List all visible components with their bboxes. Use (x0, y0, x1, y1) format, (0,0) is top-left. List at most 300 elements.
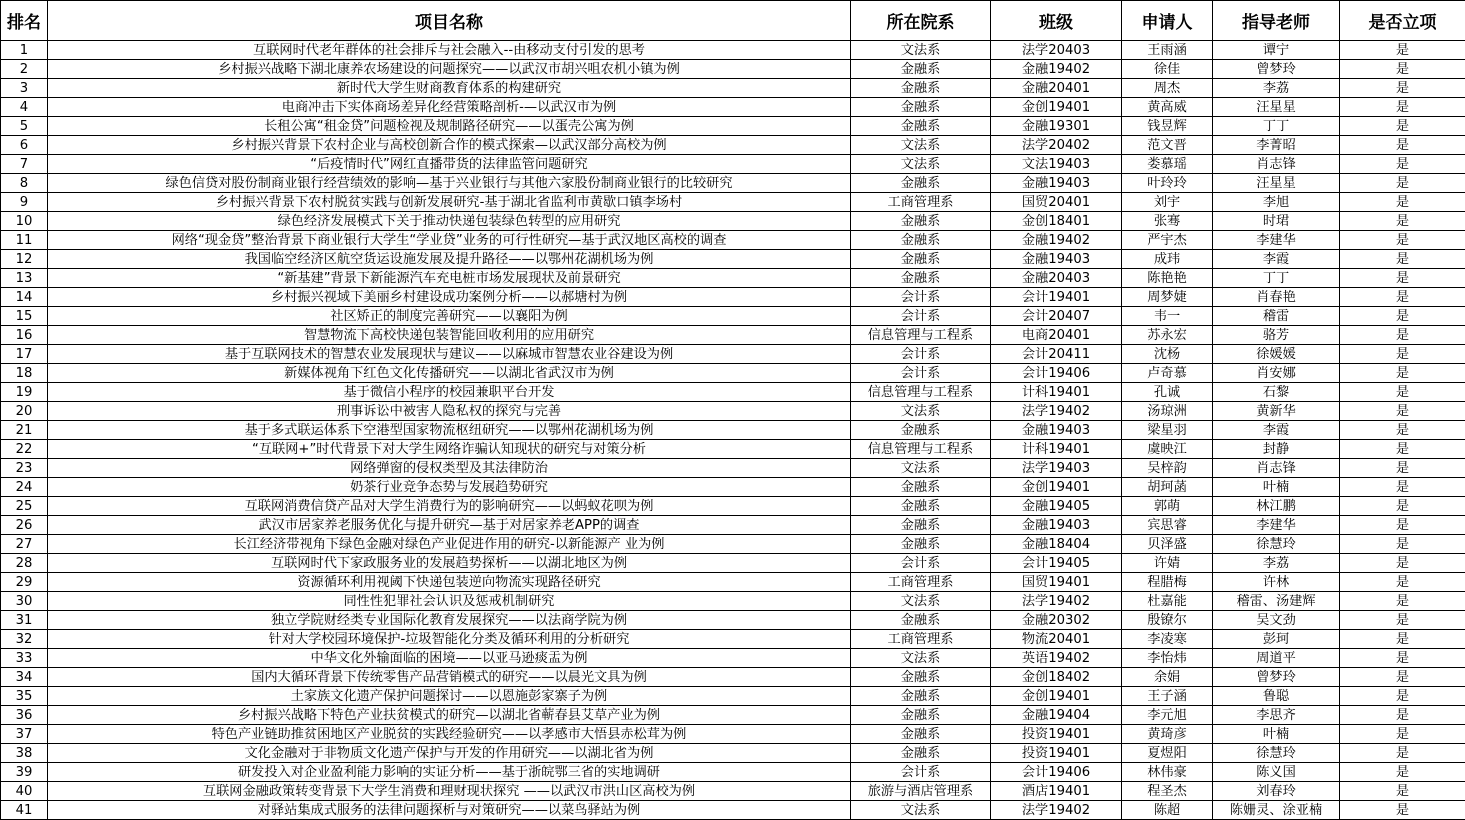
advisor-cell: 林江鹏 (1213, 497, 1340, 516)
table-row (1, 288, 1465, 307)
advisor-cell: 肖志锋 (1213, 459, 1340, 478)
department-cell: 文法系 (851, 402, 991, 421)
approved-cell: 是 (1340, 231, 1465, 250)
rank-cell: 28 (1, 554, 48, 573)
advisor-cell: 李思齐 (1213, 706, 1340, 725)
rank-cell: 8 (1, 174, 48, 193)
approved-cell: 是 (1340, 174, 1465, 193)
applicant-cell: 郭萌 (1122, 497, 1213, 516)
department-cell: 信息管理与工程系 (851, 383, 991, 402)
advisor-cell: 石黎 (1213, 383, 1340, 402)
applicant-cell: 张骞 (1122, 212, 1213, 231)
project-name-cell: 乡村振兴战略下特色产业扶贫模式的研究—以湖北省蕲春县艾草产业为例 (48, 706, 851, 725)
project-name-cell: 新时代大学生财商教育体系的构建研究 (48, 79, 851, 98)
applicant-cell: 王雨涵 (1122, 41, 1213, 60)
table-row (1, 611, 1465, 630)
department-cell: 金融系 (851, 421, 991, 440)
class-cell: 法学20403 (991, 41, 1122, 60)
rank-cell: 10 (1, 212, 48, 231)
project-name-cell: 绿色信贷对股份制商业银行经营绩效的影响—基于兴业银行与其他六家股份制商业银行的比较研究 (48, 174, 851, 193)
class-cell: 金创18402 (991, 668, 1122, 687)
applicant-cell: 李怡炜 (1122, 649, 1213, 668)
approved-cell: 是 (1340, 554, 1465, 573)
advisor-cell: 稽雷、汤建辉 (1213, 592, 1340, 611)
applicant-cell: 陈艳艳 (1122, 269, 1213, 288)
advisor-cell: 稽雷 (1213, 307, 1340, 326)
advisor-cell: 陈姗灵、涂亚楠 (1213, 801, 1340, 820)
advisor-cell: 汪星星 (1213, 98, 1340, 117)
advisor-cell: 陈义国 (1213, 763, 1340, 782)
department-cell: 文法系 (851, 41, 991, 60)
header-advisor: 指导老师 (1213, 1, 1340, 41)
project-name-cell: 互联网时代下家政服务业的发展趋势探析——以湖北地区为例 (48, 554, 851, 573)
department-cell: 金融系 (851, 668, 991, 687)
class-cell: 电商20401 (991, 326, 1122, 345)
class-cell: 金融19403 (991, 421, 1122, 440)
project-name-cell: 特色产业链助推贫困地区产业脱贫的实践经验研究——以孝感市大悟县赤松茸为例 (48, 725, 851, 744)
approved-cell: 是 (1340, 706, 1465, 725)
rank-cell: 11 (1, 231, 48, 250)
department-cell: 文法系 (851, 649, 991, 668)
project-name-cell: 我国临空经济区航空货运设施发展及提升路径——以鄂州花湖机场为例 (48, 250, 851, 269)
approved-cell: 是 (1340, 440, 1465, 459)
applicant-cell: 贝泽盛 (1122, 535, 1213, 554)
approved-cell: 是 (1340, 763, 1465, 782)
table-row (1, 193, 1465, 212)
approved-cell: 是 (1340, 478, 1465, 497)
rank-cell: 29 (1, 573, 48, 592)
department-cell: 文法系 (851, 801, 991, 820)
approved-cell: 是 (1340, 41, 1465, 60)
approved-cell: 是 (1340, 98, 1465, 117)
applicant-cell: 成玮 (1122, 250, 1213, 269)
department-cell: 旅游与酒店管理系 (851, 782, 991, 801)
project-name-cell: 奶茶行业竞争态势与发展趋势研究 (48, 478, 851, 497)
advisor-cell: 李荔 (1213, 554, 1340, 573)
approved-cell: 是 (1340, 668, 1465, 687)
department-cell: 会计系 (851, 345, 991, 364)
advisor-cell: 徐慧玲 (1213, 535, 1340, 554)
department-cell: 工商管理系 (851, 573, 991, 592)
class-cell: 法学19402 (991, 402, 1122, 421)
table-row (1, 421, 1465, 440)
rank-cell: 36 (1, 706, 48, 725)
rank-cell: 14 (1, 288, 48, 307)
approved-cell: 是 (1340, 60, 1465, 79)
applicant-cell: 余娟 (1122, 668, 1213, 687)
rank-cell: 2 (1, 60, 48, 79)
advisor-cell: 李建华 (1213, 516, 1340, 535)
advisor-cell: 曾梦玲 (1213, 60, 1340, 79)
class-cell: 英语19402 (991, 649, 1122, 668)
approved-cell: 是 (1340, 250, 1465, 269)
advisor-cell: 鲁聪 (1213, 687, 1340, 706)
table-row (1, 155, 1465, 174)
advisor-cell: 李霞 (1213, 250, 1340, 269)
applicant-cell: 周梦婕 (1122, 288, 1213, 307)
advisor-cell: 李建华 (1213, 231, 1340, 250)
applicant-cell: 许婧 (1122, 554, 1213, 573)
table-row (1, 573, 1465, 592)
class-cell: 计科19401 (991, 383, 1122, 402)
advisor-cell: 黄新华 (1213, 402, 1340, 421)
class-cell: 物流20401 (991, 630, 1122, 649)
approved-cell: 是 (1340, 307, 1465, 326)
rank-cell: 39 (1, 763, 48, 782)
class-cell: 金融19403 (991, 516, 1122, 535)
approved-cell: 是 (1340, 725, 1465, 744)
department-cell: 会计系 (851, 364, 991, 383)
department-cell: 会计系 (851, 307, 991, 326)
advisor-cell: 李霞 (1213, 421, 1340, 440)
table-row (1, 60, 1465, 79)
project-name-cell: 乡村振兴视域下美丽乡村建设成功案例分析——以郝塘村为例 (48, 288, 851, 307)
table-row (1, 725, 1465, 744)
approved-cell: 是 (1340, 212, 1465, 231)
department-cell: 金融系 (851, 212, 991, 231)
rank-cell: 9 (1, 193, 48, 212)
applicant-cell: 宾思睿 (1122, 516, 1213, 535)
table-row (1, 630, 1465, 649)
approved-cell: 是 (1340, 611, 1465, 630)
rank-cell: 30 (1, 592, 48, 611)
department-cell: 会计系 (851, 554, 991, 573)
approved-cell: 是 (1340, 136, 1465, 155)
table-row (1, 478, 1465, 497)
project-name-cell: 新媒体视角下红色文化传播研究——以湖北省武汉市为例 (48, 364, 851, 383)
approved-cell: 是 (1340, 744, 1465, 763)
table-row (1, 231, 1465, 250)
department-cell: 会计系 (851, 288, 991, 307)
rank-cell: 17 (1, 345, 48, 364)
class-cell: 金创19401 (991, 687, 1122, 706)
approved-cell: 是 (1340, 326, 1465, 345)
approved-cell: 是 (1340, 592, 1465, 611)
header-project-name: 项目名称 (48, 1, 851, 41)
approved-cell: 是 (1340, 573, 1465, 592)
department-cell: 会计系 (851, 763, 991, 782)
project-name-cell: 互联网消费信贷产品对大学生消费行为的影响研究——以蚂蚁花呗为例 (48, 497, 851, 516)
approved-cell: 是 (1340, 79, 1465, 98)
class-cell: 计科19401 (991, 440, 1122, 459)
rank-cell: 4 (1, 98, 48, 117)
department-cell: 金融系 (851, 744, 991, 763)
advisor-cell: 叶楠 (1213, 725, 1340, 744)
header-row (1, 1, 1465, 41)
applicant-cell: 李元旭 (1122, 706, 1213, 725)
rank-cell: 19 (1, 383, 48, 402)
rank-cell: 21 (1, 421, 48, 440)
class-cell: 金融19403 (991, 174, 1122, 193)
department-cell: 金融系 (851, 706, 991, 725)
rank-cell: 15 (1, 307, 48, 326)
applicant-cell: 吴梓韵 (1122, 459, 1213, 478)
department-cell: 文法系 (851, 459, 991, 478)
advisor-cell: 肖安娜 (1213, 364, 1340, 383)
project-name-cell: 基于微信小程序的校园兼职平台开发 (48, 383, 851, 402)
approved-cell: 是 (1340, 288, 1465, 307)
department-cell: 金融系 (851, 497, 991, 516)
project-name-cell: “后疫情时代”网红直播带货的法律监管问题研究 (48, 155, 851, 174)
advisor-cell: 汪星星 (1213, 174, 1340, 193)
project-name-cell: 网络弹窗的侵权类型及其法律防治 (48, 459, 851, 478)
table-row (1, 440, 1465, 459)
applicant-cell: 黄高威 (1122, 98, 1213, 117)
project-name-cell: 社区矫正的制度完善研究——以襄阳为例 (48, 307, 851, 326)
applicant-cell: 韦一 (1122, 307, 1213, 326)
advisor-cell: 丁丁 (1213, 117, 1340, 136)
class-cell: 金融19402 (991, 231, 1122, 250)
advisor-cell: 周道平 (1213, 649, 1340, 668)
table-row (1, 649, 1465, 668)
approved-cell: 是 (1340, 649, 1465, 668)
table-row (1, 782, 1465, 801)
approved-cell: 是 (1340, 516, 1465, 535)
table-row (1, 592, 1465, 611)
advisor-cell: 徐媛媛 (1213, 345, 1340, 364)
rank-cell: 6 (1, 136, 48, 155)
department-cell: 工商管理系 (851, 193, 991, 212)
rank-cell: 40 (1, 782, 48, 801)
header-class: 班级 (991, 1, 1122, 41)
project-name-cell: 研发投入对企业盈利能力影响的实证分析——基于浙皖鄂三省的实地调研 (48, 763, 851, 782)
table-row (1, 345, 1465, 364)
table-row (1, 744, 1465, 763)
project-name-cell: “互联网+”时代背景下对大学生网络诈骗认知现状的研究与对策分析 (48, 440, 851, 459)
applicant-cell: 黄琦彦 (1122, 725, 1213, 744)
class-cell: 投资19401 (991, 744, 1122, 763)
applicant-cell: 程圣杰 (1122, 782, 1213, 801)
class-cell: 法学19403 (991, 459, 1122, 478)
project-name-cell: 电商冲击下实体商场差异化经营策略剖析-—以武汉市为例 (48, 98, 851, 117)
advisor-cell: 李荔 (1213, 79, 1340, 98)
class-cell: 国贸19401 (991, 573, 1122, 592)
header-applicant: 申请人 (1122, 1, 1213, 41)
approved-cell: 是 (1340, 155, 1465, 174)
department-cell: 金融系 (851, 231, 991, 250)
table-row (1, 459, 1465, 478)
project-name-cell: 文化金融对于非物质文化遗产保护与开发的作用研究——以湖北省为例 (48, 744, 851, 763)
department-cell: 金融系 (851, 269, 991, 288)
class-cell: 金融19404 (991, 706, 1122, 725)
applicant-cell: 苏永宏 (1122, 326, 1213, 345)
applicant-cell: 杜嘉能 (1122, 592, 1213, 611)
advisor-cell: 时珺 (1213, 212, 1340, 231)
rank-cell: 7 (1, 155, 48, 174)
class-cell: 会计19406 (991, 364, 1122, 383)
project-name-cell: 基于互联网技术的智慧农业发展现状与建议——以麻城市智慧农业谷建设为例 (48, 345, 851, 364)
table-row (1, 801, 1465, 820)
table-row (1, 497, 1465, 516)
approved-cell: 是 (1340, 782, 1465, 801)
applicant-cell: 王子涵 (1122, 687, 1213, 706)
approved-cell: 是 (1340, 535, 1465, 554)
rank-cell: 20 (1, 402, 48, 421)
department-cell: 金融系 (851, 725, 991, 744)
project-name-cell: 互联网金融政策转变背景下大学生消费和理财现状探究 ——以武汉市洪山区高校为例 (48, 782, 851, 801)
class-cell: 金创19401 (991, 98, 1122, 117)
approved-cell: 是 (1340, 193, 1465, 212)
approved-cell: 是 (1340, 269, 1465, 288)
table-row (1, 763, 1465, 782)
table-row (1, 212, 1465, 231)
project-name-cell: 乡村振兴背景下农村企业与高校创新合作的模式探索—以武汉部分高校为例 (48, 136, 851, 155)
department-cell: 金融系 (851, 611, 991, 630)
rank-cell: 33 (1, 649, 48, 668)
department-cell: 文法系 (851, 592, 991, 611)
rank-cell: 5 (1, 117, 48, 136)
advisor-cell: 许林 (1213, 573, 1340, 592)
class-cell: 投资19401 (991, 725, 1122, 744)
header-approved: 是否立项 (1340, 1, 1465, 41)
class-cell: 金融19301 (991, 117, 1122, 136)
approved-cell: 是 (1340, 383, 1465, 402)
project-name-cell: 土家族文化遗产保护问题探讨——以恩施彭家寨子为例 (48, 687, 851, 706)
table-row (1, 364, 1465, 383)
class-cell: 金融20401 (991, 79, 1122, 98)
advisor-cell: 封静 (1213, 440, 1340, 459)
table-row (1, 687, 1465, 706)
applicant-cell: 夏煜阳 (1122, 744, 1213, 763)
class-cell: 金融19405 (991, 497, 1122, 516)
applicant-cell: 林伟豪 (1122, 763, 1213, 782)
department-cell: 信息管理与工程系 (851, 326, 991, 345)
department-cell: 金融系 (851, 117, 991, 136)
approved-cell: 是 (1340, 459, 1465, 478)
applicant-cell: 沈杨 (1122, 345, 1213, 364)
project-name-cell: 网络“现金贷”整治背景下商业银行大学生“学业贷”业务的可行性研究—基于武汉地区高校的调查 (48, 231, 851, 250)
rank-cell: 18 (1, 364, 48, 383)
rank-cell: 26 (1, 516, 48, 535)
approved-cell: 是 (1340, 364, 1465, 383)
department-cell: 金融系 (851, 535, 991, 554)
class-cell: 金融18404 (991, 535, 1122, 554)
class-cell: 金融19402 (991, 60, 1122, 79)
table-row (1, 706, 1465, 725)
table-header (1, 1, 1465, 41)
approved-cell: 是 (1340, 345, 1465, 364)
approved-cell: 是 (1340, 117, 1465, 136)
advisor-cell: 李旭 (1213, 193, 1340, 212)
applicant-cell: 徐佳 (1122, 60, 1213, 79)
rank-cell: 27 (1, 535, 48, 554)
rank-cell: 35 (1, 687, 48, 706)
project-name-cell: 刑事诉讼中被害人隐私权的探究与完善 (48, 402, 851, 421)
class-cell: 法学19402 (991, 801, 1122, 820)
department-cell: 信息管理与工程系 (851, 440, 991, 459)
class-cell: 金创19401 (991, 478, 1122, 497)
project-name-cell: 中华文化外输面临的困境——以亚马逊痰盂为例 (48, 649, 851, 668)
applicant-cell: 陈超 (1122, 801, 1213, 820)
class-cell: 金融20302 (991, 611, 1122, 630)
department-cell: 金融系 (851, 687, 991, 706)
class-cell: 文法19403 (991, 155, 1122, 174)
applicant-cell: 孔诚 (1122, 383, 1213, 402)
advisor-cell: 骆芳 (1213, 326, 1340, 345)
approved-cell: 是 (1340, 630, 1465, 649)
applicant-cell: 程腊梅 (1122, 573, 1213, 592)
rank-cell: 38 (1, 744, 48, 763)
table-row (1, 136, 1465, 155)
project-name-cell: 基于多式联运体系下空港型国家物流枢纽研究——以鄂州花湖机场为例 (48, 421, 851, 440)
project-name-cell: 乡村振兴战略下湖北康养农场建设的问题探究——以武汉市胡兴咀农机小镇为例 (48, 60, 851, 79)
department-cell: 工商管理系 (851, 630, 991, 649)
applicant-cell: 梁星羽 (1122, 421, 1213, 440)
project-name-cell: 武汉市居家养老服务优化与提升研究—基于对居家养老APP的调查 (48, 516, 851, 535)
approved-cell: 是 (1340, 801, 1465, 820)
applicant-cell: 李凌寒 (1122, 630, 1213, 649)
applicant-cell: 范文晋 (1122, 136, 1213, 155)
project-name-cell: 绿色经济发展模式下关于推动快递包装绿色转型的应用研究 (48, 212, 851, 231)
table-row (1, 554, 1465, 573)
table-row (1, 383, 1465, 402)
applicant-cell: 胡珂菡 (1122, 478, 1213, 497)
project-name-cell: 乡村振兴背景下农村脱贫实践与创新发展研究-基于湖北省监利市黄歇口镇李场村 (48, 193, 851, 212)
rank-cell: 1 (1, 41, 48, 60)
table-row (1, 326, 1465, 345)
table-row (1, 98, 1465, 117)
rank-cell: 32 (1, 630, 48, 649)
header-department: 所在院系 (851, 1, 991, 41)
table-row (1, 269, 1465, 288)
advisor-cell: 曾梦玲 (1213, 668, 1340, 687)
department-cell: 金融系 (851, 98, 991, 117)
applicant-cell: 汤琼洲 (1122, 402, 1213, 421)
class-cell: 会计19406 (991, 763, 1122, 782)
table-row (1, 535, 1465, 554)
applicant-cell: 叶玲玲 (1122, 174, 1213, 193)
department-cell: 文法系 (851, 136, 991, 155)
table-row (1, 79, 1465, 98)
approved-cell: 是 (1340, 402, 1465, 421)
approved-cell: 是 (1340, 497, 1465, 516)
class-cell: 金融20403 (991, 269, 1122, 288)
table-body (1, 41, 1465, 820)
class-cell: 会计20407 (991, 307, 1122, 326)
class-cell: 金创18401 (991, 212, 1122, 231)
class-cell: 金融19403 (991, 250, 1122, 269)
advisor-cell: 吴文劲 (1213, 611, 1340, 630)
department-cell: 金融系 (851, 79, 991, 98)
applicant-cell: 娄慕瑶 (1122, 155, 1213, 174)
table-row (1, 668, 1465, 687)
applicant-cell: 钱昱辉 (1122, 117, 1213, 136)
header-rank: 排名 (1, 1, 48, 41)
applicant-cell: 虞映江 (1122, 440, 1213, 459)
approved-cell: 是 (1340, 421, 1465, 440)
class-cell: 国贸20401 (991, 193, 1122, 212)
rank-cell: 37 (1, 725, 48, 744)
class-cell: 会计19405 (991, 554, 1122, 573)
project-name-cell: 针对大学校园环境保护-垃圾智能化分类及循环利用的分析研究 (48, 630, 851, 649)
table-row (1, 516, 1465, 535)
class-cell: 法学20402 (991, 136, 1122, 155)
rank-cell: 25 (1, 497, 48, 516)
project-name-cell: 长江经济带视角下绿色金融对绿色产业促进作用的研究-以新能源产 业为例 (48, 535, 851, 554)
department-cell: 文法系 (851, 155, 991, 174)
project-name-cell: 智慧物流下高校快递包装智能回收利用的应用研究 (48, 326, 851, 345)
project-name-cell: “新基建”背景下新能源汽车充电桩市场发展现状及前景研究 (48, 269, 851, 288)
project-name-cell: 独立学院财经类专业国际化教育发展探究——以法商学院为例 (48, 611, 851, 630)
table-row (1, 307, 1465, 326)
project-name-cell: 互联网时代老年群体的社会排斥与社会融入--由移动支付引发的思考 (48, 41, 851, 60)
advisor-cell: 谭宁 (1213, 41, 1340, 60)
rank-cell: 24 (1, 478, 48, 497)
project-name-cell: 资源循环利用视阈下快递包装逆向物流实现路径研究 (48, 573, 851, 592)
table-row (1, 117, 1465, 136)
department-cell: 金融系 (851, 516, 991, 535)
department-cell: 金融系 (851, 250, 991, 269)
